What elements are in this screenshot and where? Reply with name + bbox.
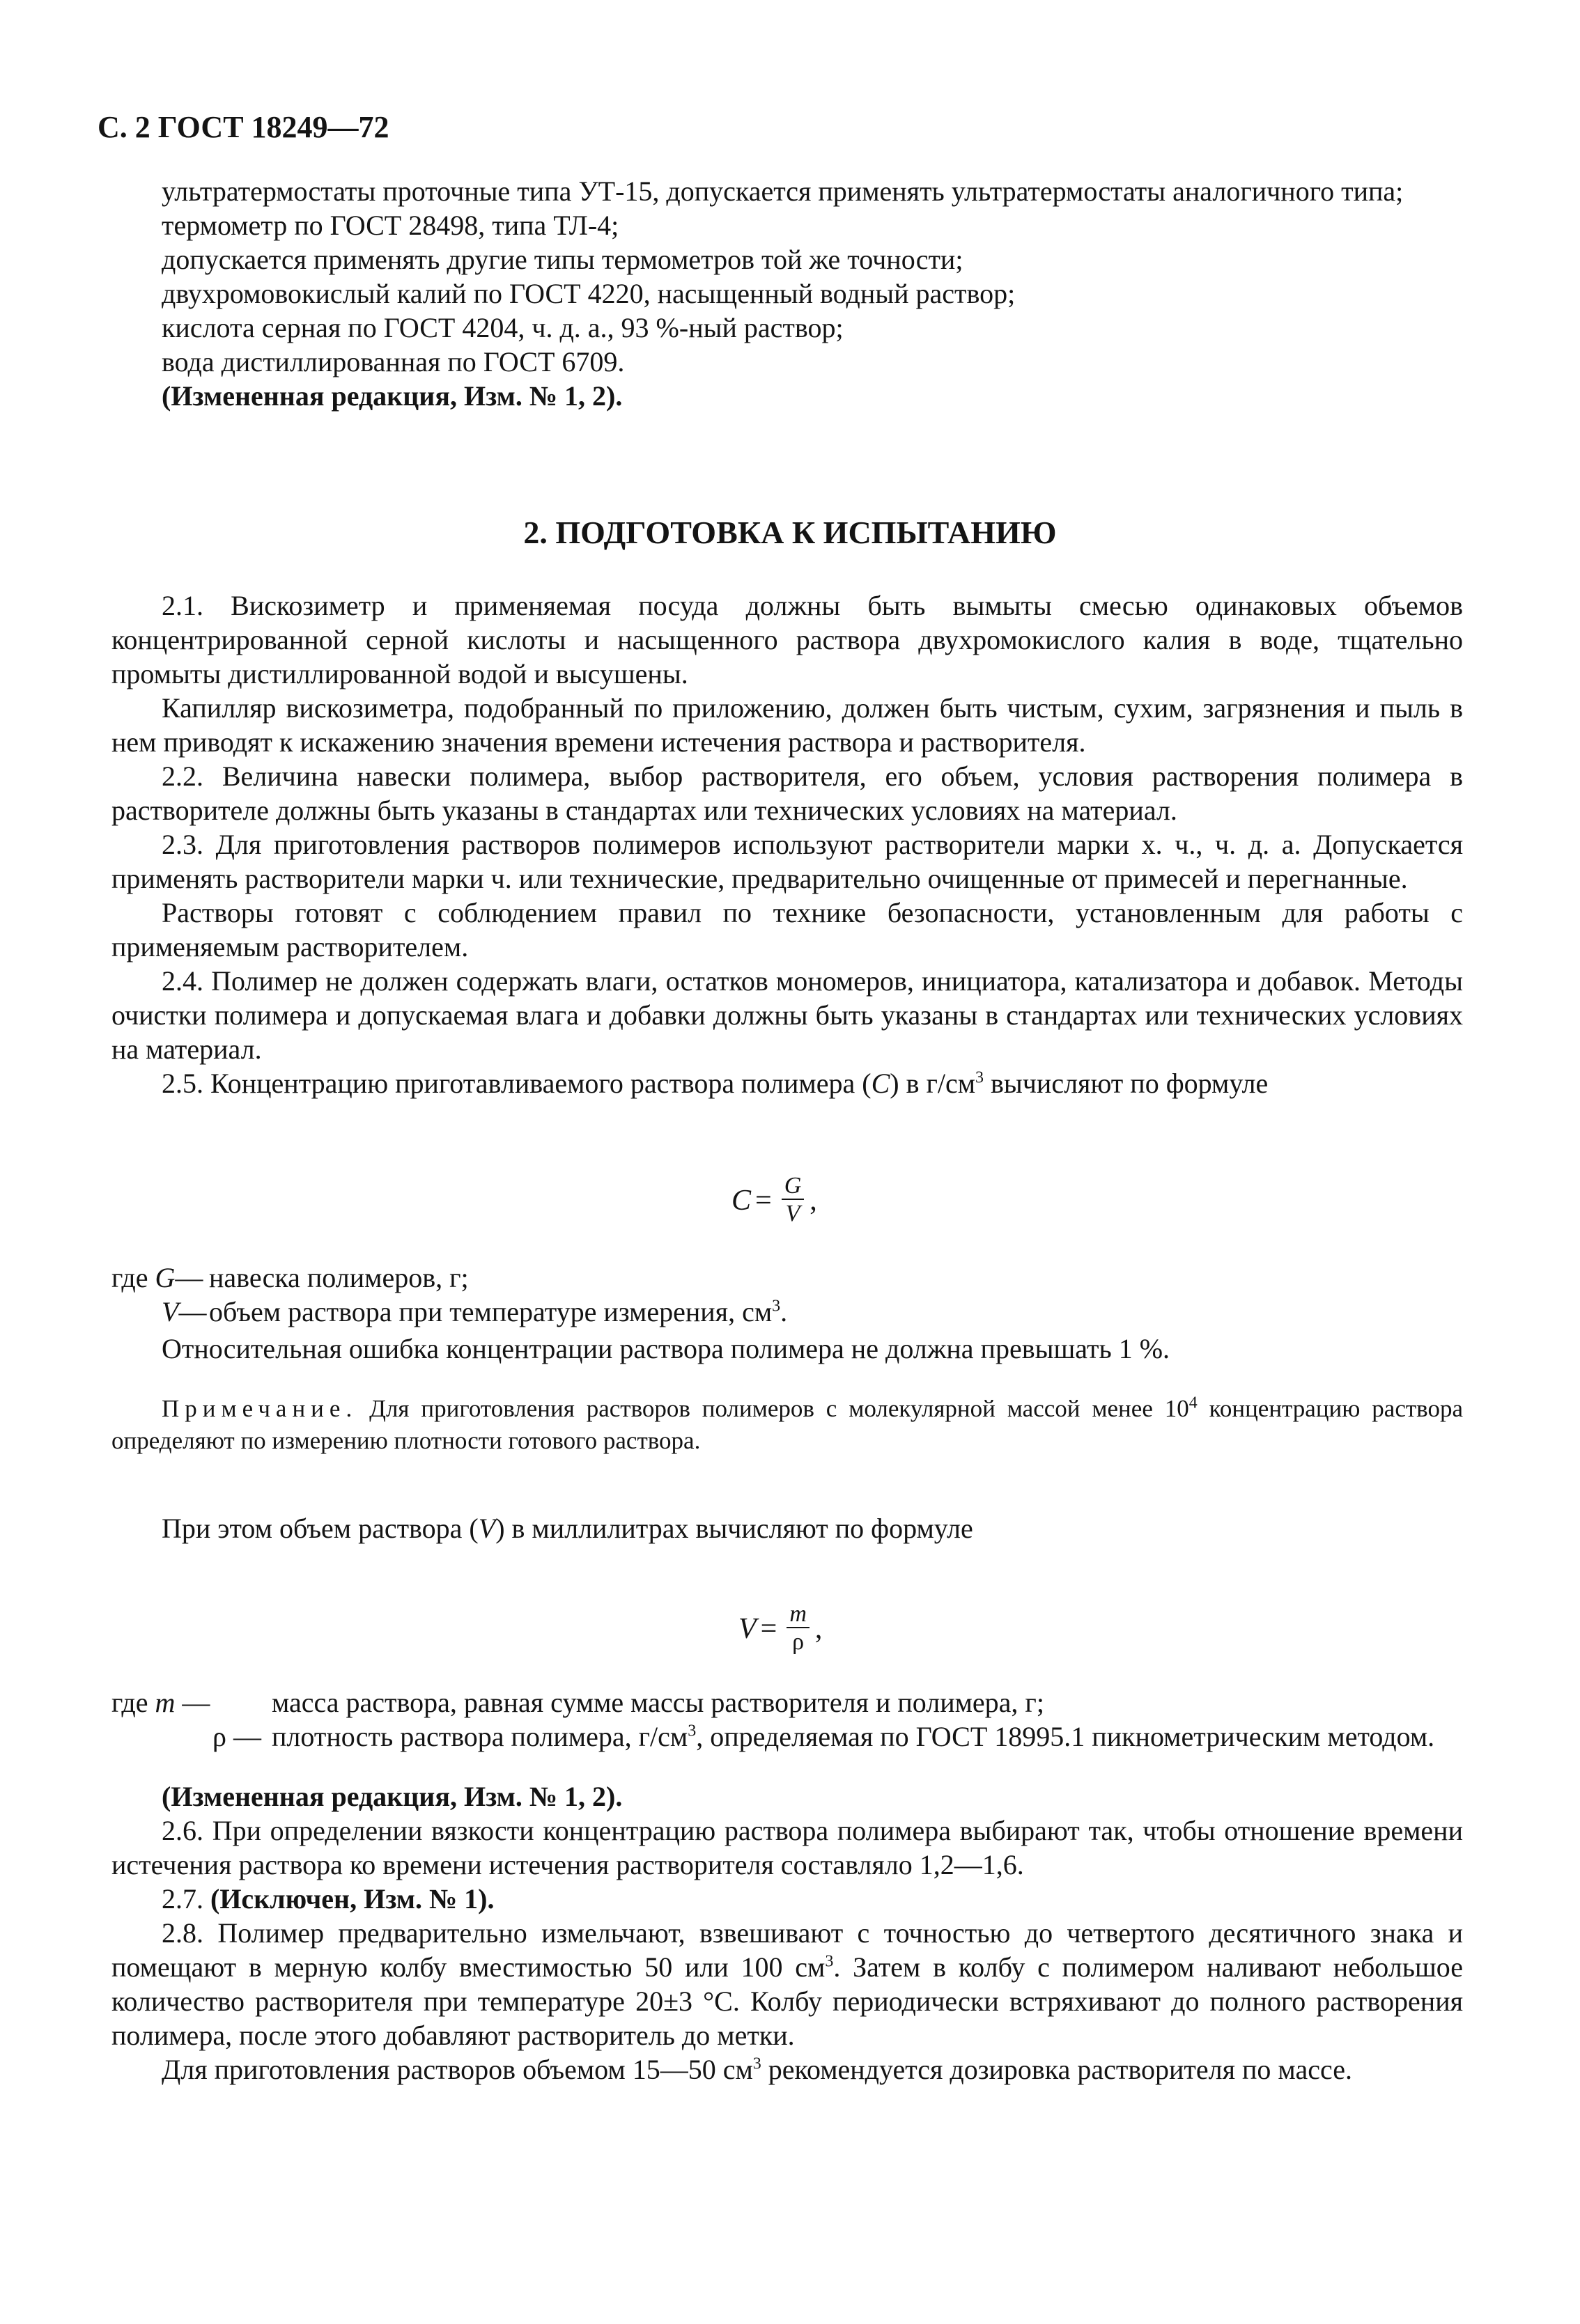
formula-legend-1 (111, 1261, 1463, 1366)
paragraph-2-6: 2.6. При определении вязкости концентрацию раствора полимера выбирают так, чтобы отношение времени истечения раствора ко времени истечения растворителя составляло 1,2—1,6. (111, 1815, 1463, 1880)
concentration-formula: C = $\frac{G}{V}$ , (731, 1173, 817, 1226)
legend-row: ρ — плотность раствора полимера, $г/см^3$, определяемая по ГОСТ 18995.1 пикнометрическим методом. (212, 1721, 1435, 1752)
list-item: термометр по ГОСТ 28498, типа ТЛ-4; (162, 210, 619, 241)
volume-formula: V = $\frac{m}{\rho}$ , (738, 1601, 823, 1655)
paragraph-2-7: 2.7. (Исключен, Изм. № 1). (162, 1883, 495, 1914)
equipment-list (111, 174, 1463, 413)
list-item: кислота серная по ГОСТ 4204, ч. д. а., 93 %-ный раствор; (162, 312, 844, 343)
legend-row: где G— навеска полимеров, г; (111, 1262, 469, 1293)
paragraph-2-5: 2.5. Концентрацию приготавливаемого раствора полимера (C) в $г/см^3$ вычисляют по формуле (162, 1068, 1269, 1099)
amendment-note: (Измененная редакция, Изм. № 1, 2). (162, 380, 623, 412)
note: Примечание. Для приготовления растворов полимеров с молекулярной массой менее $10^4$ концентрацию раствора определяют по измерению плотности готового раствора. (111, 1394, 1463, 1454)
paragraph-capillary: Капилляр вискозиметра, подобранный по приложению, должен быть чистым, сухим, загрязнения и пыль в нем приводят к искажению значения времени истечения раствора и растворителя. (111, 692, 1463, 758)
list-item: ультратермостаты проточные типа УТ-15, допускается применять ультратермостаты аналогичного типа; (162, 176, 1404, 207)
list-item: допускается применять другие типы термометров той же точности; (162, 244, 963, 275)
page-header: С. 2 ГОСТ 18249—72 (98, 110, 389, 144)
section-body-2 (111, 1779, 1463, 2087)
legend-row: где m — масса раствора, равная сумме массы растворителя и полимера, г; (111, 1687, 1044, 1718)
paragraph-solutions: Растворы готовят с соблюдением правил по технике безопасности, установленным для работы с применяемым растворителем. (111, 897, 1463, 962)
list-item: вода дистиллированная по ГОСТ 6709. (162, 346, 625, 377)
legend-row: V— объем раствора при температуре измерения, $см^3$. (162, 1296, 788, 1327)
paragraph-2-2: 2.2. Величина навески полимера, выбор растворителя, его объем, условия растворения полимера в растворителе должны быть указаны в стандартах или технических условиях на материал. (111, 761, 1463, 826)
list-item: двухромовокислый калий по ГОСТ 4220, насыщенный водный раствор; (162, 278, 1016, 309)
paragraph-2-4: 2.4. Полимер не должен содержать влаги, остатков мономеров, инициатора, катализатора и добавок. Методы очистки полимера и допускаемая влага и добавки должны быть указаны в стандартах или технических условиях на материал. (111, 965, 1463, 1065)
volume-intro: При этом объем раствора (V) в миллилитрах вычисляют по формуле (162, 1513, 973, 1544)
paragraph-2-3: 2.3. Для приготовления растворов полимеров используют растворители марки х. ч., ч. д. а. Допускается применять растворители марки ч. или технические, предварительно очищенные от примесей и перегнанные. (111, 829, 1463, 894)
paragraph-2-8: 2.8. Полимер предварительно измельчают, взвешивают с точностью до четвертого десятичного знака и помещают в мерную колбу вместимостью 50 или 100 $см^3$. Затем в колбу с полимером наливают небольшое количество растворителя при температуре 20±3 °С. Колбу периодически встряхивают до полного растворения полимера, после этого добавляют растворитель до метки. (111, 1917, 1464, 2051)
formula-legend-2 (111, 1685, 1463, 1754)
paragraph-dosage: Для приготовления растворов объемом 15—50 $см^3$ рекомендуется дозировка растворителя по массе. (162, 2054, 1352, 2085)
relative-error: Относительная ошибка концентрации раствора полимера не должна превышать 1 %. (162, 1333, 1170, 1364)
paragraph-2-1: 2.1. Вискозиметр и применяемая посуда должны быть вымыты смесью одинаковых объемов концентрированной серной кислоты и насыщенного раствора двухромокислого калия в воде, тщательно промыты дистиллированной водой и высушены. (111, 590, 1463, 689)
amendment-note: (Измененная редакция, Изм. № 1, 2). (162, 1781, 623, 1812)
section-title: 2. ПОДГОТОВКА К ИСПЫТАНИЮ (523, 515, 1057, 550)
section-body (111, 588, 1463, 1100)
